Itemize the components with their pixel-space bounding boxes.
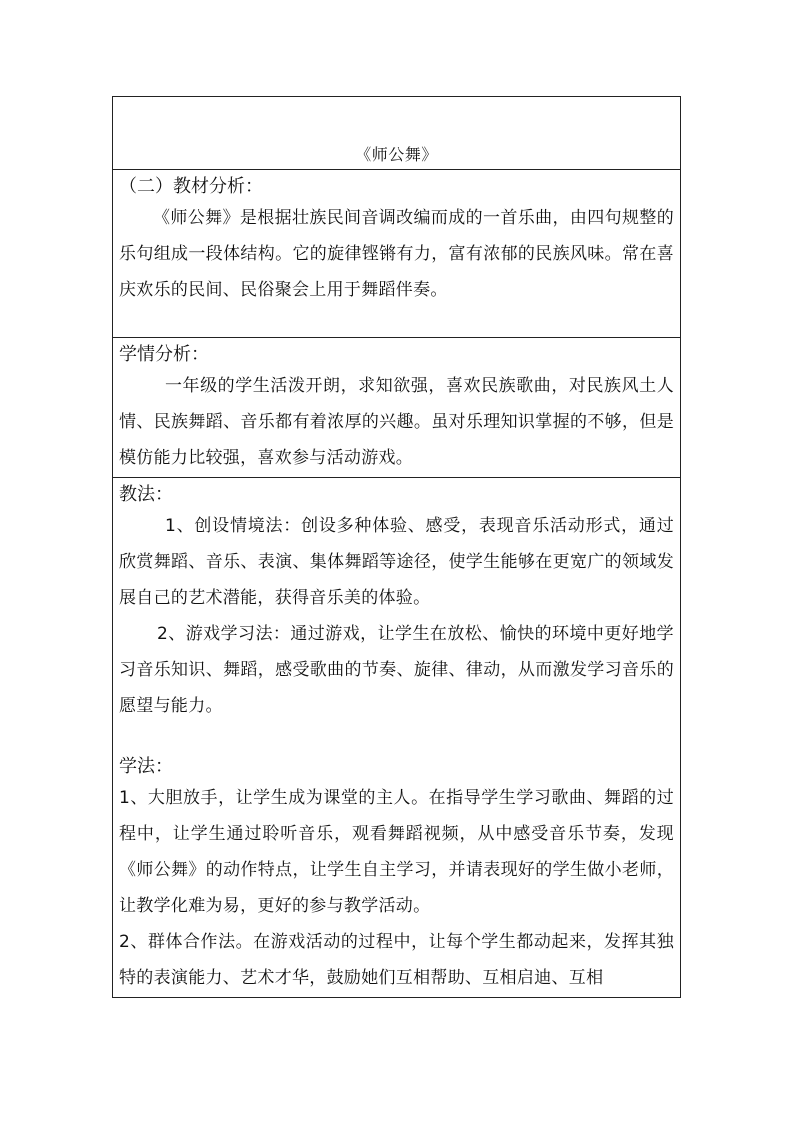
student-analysis-text: 一年级的学生活泼开朗，求知欲强，喜欢民族歌曲，对民族风土人情、民族舞蹈、音乐都有着浓厚的兴趣。虽对乐理知识掌握的不够，但是模仿能力比较强，喜欢参与活动游戏。 [119, 376, 674, 468]
teaching-method-item-2: 2、游戏学习法：通过游戏，让学生在放松、愉快的环境中更好地学习音乐知识、舞蹈，感受歌曲的节奏、旋律、律动，从而激发学习音乐的愿望与能力。 [119, 624, 674, 716]
section-spacer [119, 724, 674, 754]
learning-method-item-1: 1、大胆放手，让学生成为课堂的主人。在指导学生学习歌曲、舞蹈的过程中，让学生通过聆听音乐，观看舞蹈视频，从中感受音乐节奏，发现《师公舞》的动作特点，让学生自主学习，并请表现好的学生做小老师，让教学化难为易，更好的参与教学活动。 [119, 788, 674, 916]
lesson-plan-table [112, 96, 681, 998]
learning-method-heading: 学法： [119, 756, 173, 777]
learning-method-item-2: 2、群体合作法。在游戏活动的过程中，让每个学生都动起来，发挥其独特的表演能力、艺术才华，鼓励她们互相帮助、互相启迪、互相 [119, 932, 674, 988]
teaching-method-heading: 教法： [119, 484, 173, 505]
material-analysis-text: 《师公舞》是根据壮族民间音调改编而成的一首乐曲，由四句规整的乐句组成一段体结构。它的旋律铿锵有力，富有浓郁的民族风味。常在喜庆欢乐的民间、民俗聚会上用于舞蹈伴奏。 [119, 208, 674, 300]
material-analysis-section [113, 169, 680, 337]
material-analysis-heading: （二）教材分析： [119, 176, 263, 197]
document-title: 《师公舞》 [355, 145, 438, 164]
student-analysis-heading: 学情分析： [119, 344, 209, 365]
methods-section [113, 477, 680, 997]
teaching-method-item-1: 1、创设情境法：创设多种体验、感受，表现音乐活动形式，通过欣赏舞蹈、音乐、表演、集体舞蹈等途径，使学生能够在更宽广的领域发展自己的艺术潜能，获得音乐美的体验。 [119, 516, 674, 608]
student-analysis-section [113, 337, 680, 477]
title-row [113, 97, 680, 169]
